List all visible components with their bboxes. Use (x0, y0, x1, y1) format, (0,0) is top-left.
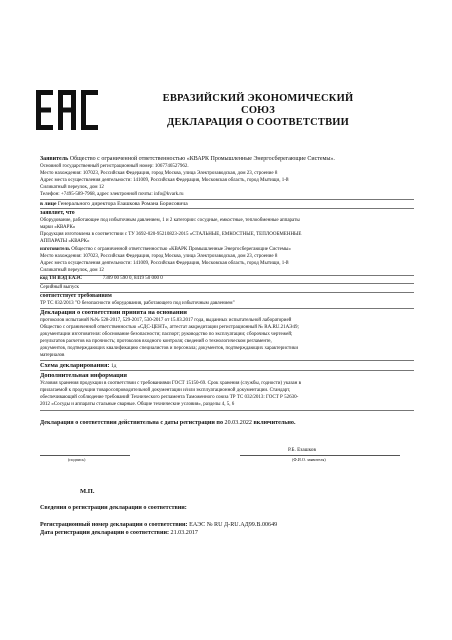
signature-line (40, 455, 130, 456)
manufacturer-label: изготовитель (40, 247, 70, 252)
manufacturer-activity-address: Адрес места осуществления деятельности: 141009, Российская Федерация, Московская область, город Мытищи, 1-й (40, 261, 289, 266)
signature-caption: (подпись) (68, 457, 86, 462)
divider (40, 283, 414, 284)
applicant-name: Общество с ограниченной ответственностью «КВАРК Промышленные Энергосберегающие Системы». (69, 156, 335, 162)
registration-number-value: ЕАЭС № RU Д-RU.АД99.В.00649 (189, 522, 278, 528)
applicant-address: Место нахождения: 107023, Российская Федерация, город Москва, улица Электрозаводская, дом 23, строение 8 (40, 171, 278, 176)
basis-line-2: Общество с ограниченной ответственностью «СДС-ЦЕНТ», аттестат аккредитации регистрационный № RA.RU.21АЭ49; (40, 325, 299, 330)
rep-prefix: в лице (40, 201, 57, 207)
manufacturer-line-1 (40, 247, 291, 254)
applicant-label: Заявитель (40, 156, 69, 162)
registration-number-label: Регистрационный номер декларации о соответствии: (40, 522, 188, 528)
additional-label: Дополнительная информация (40, 372, 127, 379)
tnved-row (40, 276, 163, 283)
requirements-label: соответствует требованиям (40, 293, 112, 299)
header-line-3: ДЕКЛАРАЦИЯ О СООТВЕТСТВИИ (166, 117, 350, 128)
product-line-3: Продукция изготовлена в соответствии с ТУ 3692-020-95210823-2015 «СТАЛЬНЫЕ, ЕМКОСТНЫЕ, ТЕПЛООБМЕННЫЕ (40, 232, 302, 237)
requirements-value: ТР ТС 032/2013 "О безопасности оборудования, работающего под избыточным давлением" (40, 301, 235, 306)
batch-type: Серийный выпуск (40, 285, 79, 290)
manufacturer-address: Место нахождения: 107023, Российская Федерация, город Москва, улица Электрозаводская, дом 23, строение 8 (40, 254, 278, 259)
name-caption: (Ф.И.О. заявителя) (292, 457, 326, 462)
tnved-label: код ТН ВЭД ЕАЭС (40, 276, 83, 281)
additional-line-3: обеспечивающий соблюдение требований Технического регламента Таможенного союза ТР ТС 032/2013: ГОСТ Р 52630- (40, 395, 299, 400)
name-line (240, 455, 400, 456)
product-line-1: Оборудование, работающее под избыточным давлением, 1 и 2 категории: сосудные, емкостные, теплообменные аппараты (40, 218, 300, 223)
applicant-representative (40, 201, 188, 208)
basis-line-6: материалов (40, 353, 65, 358)
stamp-mark: М.П. (80, 488, 95, 495)
divider (40, 370, 414, 371)
product-line-4: АППАРАТЫ «КВАРК» (40, 239, 90, 244)
registration-date-row (40, 529, 198, 537)
divider (40, 208, 414, 209)
basis-line-4: результатов расчетов на прочность; протоколов входного контроля; сведений о технологическом регламенте, (40, 339, 272, 344)
declares-label: заявляет, что (40, 210, 75, 216)
basis-line-1: протоколов испытаний №№ 528-2017, 529-2017, 530-2017 от 15.03.2017 года, выданных испытательной лабораторией (40, 318, 292, 323)
signatory-name: Р.Б. Езашков (288, 447, 316, 453)
divider (40, 199, 414, 200)
validity-prefix: Декларация о соответствии действительна с даты регистрации по (40, 420, 223, 426)
registration-title: Сведения о регистрации декларации о соответствии: (40, 505, 187, 511)
rep-text: Генерального директора Езашкова Романа Борисовича (57, 201, 188, 207)
validity-date: 20.03.2022 (224, 420, 252, 426)
manufacturer-name: Общество с ограниченной ответственностью «КВАРК Промышленные Энергосберегающие Системы» (71, 247, 291, 252)
tnved-value: 7309 00 590 0, 8419 50 000 0 (102, 276, 163, 281)
applicant-line-1 (40, 156, 335, 163)
additional-line-1: Условия хранения продукции в соответствии с требованиями ГОСТ 15150-69. Срок хранения (службы, годности) указан в (40, 381, 301, 386)
divider (40, 410, 414, 411)
product-line-2: марки «КВАРК» (40, 225, 76, 230)
applicant-activity-address-cont: Силикатный переулок, дом 12 (40, 185, 104, 190)
scheme-value: 1д (111, 363, 117, 369)
scheme-label: Схема декларирования: (40, 362, 110, 369)
divider (40, 360, 414, 361)
applicant-contacts: Телефон: +7495-589-7968, адрес электронной почты: info@kvark.ru (40, 192, 184, 197)
eac-logo-icon (36, 90, 100, 130)
validity-row (40, 419, 296, 427)
registration-number-row (40, 521, 277, 529)
header-line-1: ЕВРАЗИЙСКИЙ ЭКОНОМИЧЕСКИЙ (162, 93, 354, 104)
applicant-ogrn: Основной государственный регистрационный номер: 1067746527962. (40, 164, 189, 169)
basis-line-5: документов, подтверждающих квалификацию специалистов и персонала; документов, подтверждающих характеристики (40, 346, 298, 351)
registration-date-value: 21.03.2017 (170, 530, 198, 536)
additional-line-2: прилагаемой к продукции товаросопроводительной документации и/или эксплуатационной документации. Стандарт, (40, 388, 291, 393)
validity-suffix: включительно. (253, 420, 296, 426)
manufacturer-activity-address-cont: Силикатный переулок, дом 12 (40, 268, 104, 273)
header-line-2: СОЮЗ (241, 105, 275, 116)
basis-line-3: документации изготовителя: обоснование безопасности; паспорт; руководство по эксплуатации; сборочных чертежей; (40, 332, 293, 337)
registration-date-label: Дата регистрации декларации о соответствии: (40, 530, 169, 536)
applicant-activity-address: Адрес места осуществления деятельности: 141009, Российская Федерация, Московская область, город Мытищи, 1-й (40, 178, 289, 183)
basis-label: Декларация о соответствии принята на основании (40, 309, 187, 316)
additional-line-4: 2012 «Сосуды и аппараты стальные сварные. Общие технические условия», разделы 4, 5, 6 (40, 402, 235, 407)
